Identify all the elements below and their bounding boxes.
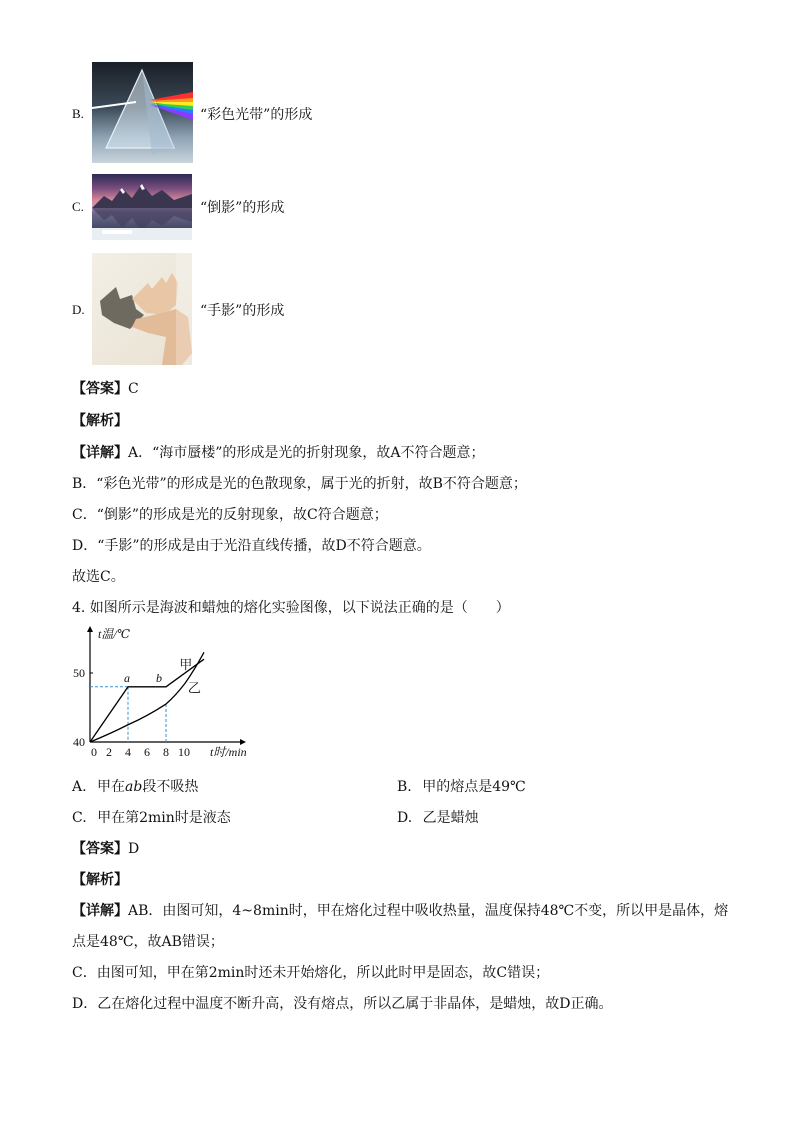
q4-answer-value: D [128, 841, 140, 857]
q4-option-b-letter: B. [397, 779, 412, 795]
q4-stem: 4. 如图所示是海波和蜡烛的熔化实验图像，以下说法正确的是（ ） [72, 600, 510, 616]
analysis-label: 【解析】 [72, 413, 128, 429]
x-tick-8: 8 [163, 745, 169, 759]
q4-option-d [397, 807, 479, 827]
q4-option-a-letter: A. [72, 779, 87, 795]
answer-label: 【答案】 [72, 381, 128, 397]
q3-detail-line-c: C．“倒影”的形成是光的反射现象，故C符合题意； [72, 507, 388, 523]
q4-answer-label: 【答案】 [72, 841, 128, 857]
point-label-a: a [124, 670, 130, 685]
q4-option-a-segment: ab [125, 779, 143, 795]
q3-detail-line-d: D．“手影”的形成是由于光沿直线传播，故D不符合题意。 [72, 538, 431, 554]
q3-detail-text-a: A．“海市蜃楼”的形成是光的折射现象，故A不符合题意； [128, 445, 485, 461]
series-name-yi: 乙 [187, 680, 201, 696]
point-label-b: b [156, 670, 162, 685]
x-tick-2: 2 [106, 745, 112, 759]
q4-option-c-letter: C. [72, 810, 87, 826]
q4-option-a-pre: 甲在 [97, 779, 126, 795]
q4-analysis-label: 【解析】 [72, 872, 128, 888]
q3-answer-line [72, 378, 139, 398]
x-tick-10: 10 [178, 745, 190, 759]
q3-conclusion: 故选C。 [72, 569, 125, 585]
q4-answer-line [72, 838, 139, 858]
q4-detail-line-c: C．由图可知，甲在第2min时还未开始熔化，所以此时甲是固态，故C错误； [72, 965, 550, 981]
q4-option-a [72, 776, 198, 796]
option-letter-c: C. [72, 199, 84, 214]
x-tick-0: 0 [91, 745, 97, 759]
answer-value: C [128, 381, 139, 397]
q4-option-a-post: 段不吸热 [142, 779, 199, 795]
x-tick-4: 4 [125, 745, 131, 759]
series-name-jia: 甲 [179, 656, 193, 672]
x-axis-label: t时/min [210, 745, 247, 759]
q4-detail-line-d: D．乙在熔化过程中温度不断升高，没有熔点，所以乙属于非晶体，是蜡烛，故D正确。 [72, 996, 613, 1012]
q3-detail-line-b: B．“彩色光带”的形成是光的色散现象，属于光的折射，故B不符合题意； [72, 476, 527, 492]
q4-option-b-text: 甲的熔点是49℃ [422, 779, 526, 795]
q4-option-d-text: 乙是蜡烛 [422, 810, 479, 826]
q4-detail-text-a: AB．由图可知，4~8min时，甲在熔化过程中吸收热量，温度保持48℃不变，所以甲是晶体，熔 [128, 903, 729, 919]
q4-option-c [72, 807, 231, 827]
y-axis-label: t温/℃ [98, 627, 131, 641]
mountain-lake-reflection-photo [92, 174, 192, 240]
q4-detail-line-b: 点是48℃，故AB错误； [72, 934, 224, 950]
x-tick-6: 6 [144, 745, 150, 759]
q4-option-d-letter: D. [397, 810, 413, 826]
y-tick-40: 40 [73, 735, 85, 749]
q4-option-b [397, 776, 526, 796]
chart-guides [90, 687, 166, 742]
prism-dispersion-photo [92, 62, 193, 163]
option-caption-b: “彩色光带”的形成 [200, 107, 313, 123]
option-caption-c: “倒影”的形成 [200, 200, 285, 216]
y-axis-arrow [87, 626, 93, 632]
option-caption-d: “手影”的形成 [200, 303, 285, 319]
detail-label: 【详解】 [72, 445, 128, 461]
option-letter-d: D. [72, 302, 85, 317]
option-letter-b: B. [72, 106, 84, 121]
q4-detail-label: 【详解】 [72, 903, 128, 919]
chart-labels [73, 627, 247, 759]
melting-graph [70, 620, 260, 765]
hand-shadow-photo [92, 253, 192, 365]
q3-detail-line-a [72, 442, 485, 462]
q4-detail-line-a [72, 900, 728, 920]
y-tick-50: 50 [73, 666, 85, 680]
q4-option-c-text: 甲在第2min时是液态 [97, 810, 231, 826]
chart-axes [87, 626, 246, 745]
